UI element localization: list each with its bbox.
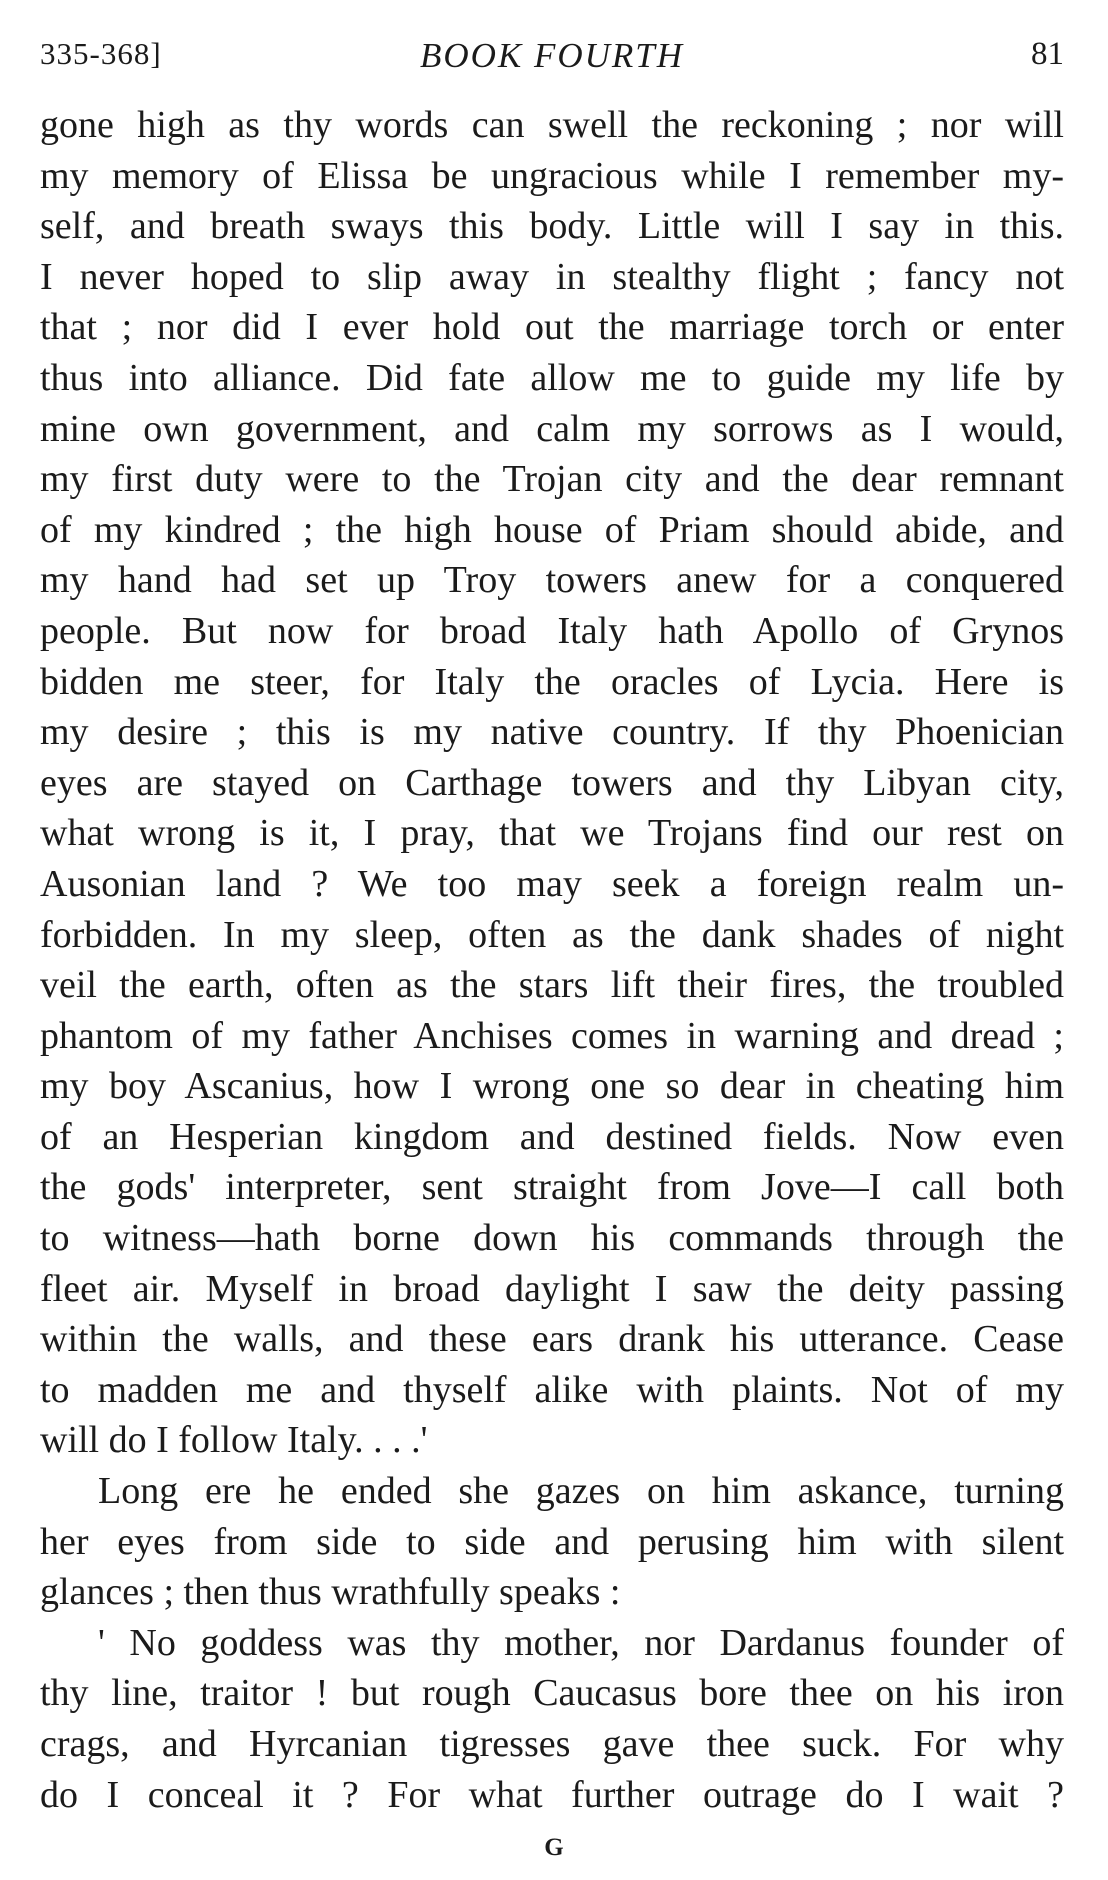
text-line: that ; nor did I ever hold out the marriage torch or enter [40, 306, 1064, 349]
text-line: fleet air. Myself in broad daylight I saw the deity passing [40, 1267, 1064, 1310]
text-line: to witness—hath borne down his commands through the [40, 1217, 1064, 1260]
text-line: people. But now for broad Italy hath Apollo of Grynos [40, 609, 1064, 652]
text-line: within the walls, and these ears drank his utterance. Cease [40, 1318, 1064, 1361]
text-line: Ausonian land ? We too may seek a foreign realm un- [40, 862, 1064, 905]
text-line: my hand had set up Troy towers anew for a conquered [40, 559, 1064, 602]
text-line: what wrong is it, I pray, that we Trojans find our rest on [40, 812, 1064, 855]
text-line: of an Hesperian kingdom and destined fields. Now even [40, 1115, 1064, 1158]
text-line: forbidden. In my sleep, often as the dank shades of night [40, 913, 1064, 956]
signature-mark: G [544, 1834, 564, 1861]
text-line: thus into alliance. Did fate allow me to guide my life by [40, 356, 1064, 399]
text-line: thy line, traitor ! but rough Caucasus bore thee on his iron [40, 1672, 1064, 1715]
text-line: mine own government, and calm my sorrows as I would, [40, 407, 1064, 450]
text-line: crags, and Hyrcanian tigresses gave thee suck. For why [40, 1723, 1064, 1765]
book-title: BOOK FOURTH [419, 36, 685, 75]
text-line: my memory of Elissa be ungracious while I remember my- [40, 154, 1064, 197]
text-line: will do I follow Italy. . . .' [40, 1419, 428, 1462]
text-line: self, and breath sways this body. Little will I say in this. [40, 205, 1064, 248]
text-line: phantom of my father Anchises comes in warning and dread ; [40, 1014, 1064, 1057]
text-line: veil the earth, often as the stars lift their fires, the troubled [40, 964, 1064, 1007]
text-line: to madden me and thyself alike with plaints. Not of my [40, 1368, 1064, 1411]
text-line: Long ere he ended she gazes on him askance, turning [98, 1470, 1064, 1513]
text-line: gone high as thy words can swell the reckoning ; nor will [40, 104, 1064, 146]
text-line: glances ; then thus wrathfully speaks : [40, 1571, 621, 1614]
text-line: eyes are stayed on Carthage towers and thy Libyan city, [40, 761, 1064, 804]
text-line: my first duty were to the Trojan city and the dear remnant [40, 458, 1064, 501]
text-line: my desire ; this is my native country. If thy Phoenician [40, 711, 1064, 754]
text-line: ' No goddess was thy mother, nor Dardanus founder of [98, 1621, 1064, 1664]
text-line: her eyes from side to side and perusing him with silent [40, 1520, 1064, 1563]
text-line: my boy Ascanius, how I wrong one so dear in cheating him [40, 1065, 1064, 1108]
text-line: the gods' interpreter, sent straight from Jove—I call both [40, 1166, 1064, 1209]
running-head [40, 36, 1064, 80]
text-line: I never hoped to slip away in stealthy flight ; fancy not [40, 255, 1064, 298]
page-number: 81 [1031, 36, 1064, 72]
text-line: of my kindred ; the high house of Priam should abide, and [40, 508, 1064, 551]
text-line: bidden me steer, for Italy the oracles of Lycia. Here is [40, 660, 1064, 703]
body-text [40, 100, 1064, 1820]
text-line: do I conceal it ? For what further outrage do I wait ? [40, 1773, 1064, 1816]
line-range: 335-368] [40, 36, 162, 71]
